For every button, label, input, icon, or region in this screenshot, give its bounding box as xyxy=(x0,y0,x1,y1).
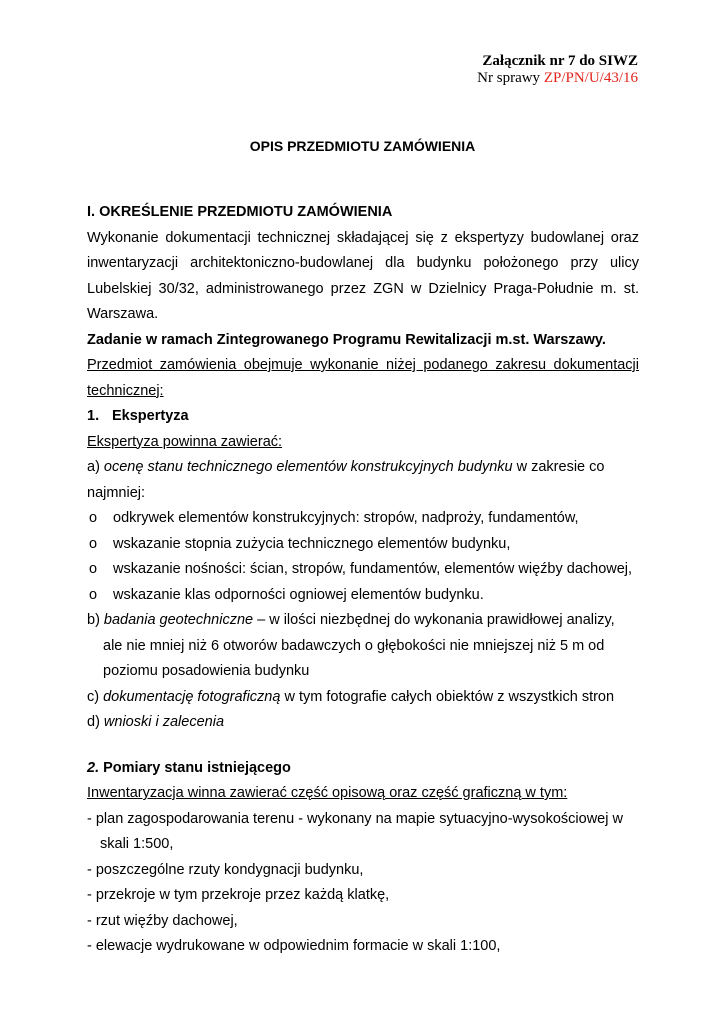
bullet-text: wskazanie nośności: ścian, stropów, fundamentów, elementów więźby dachowej, xyxy=(113,561,633,577)
case-number-line xyxy=(477,69,638,87)
list-item-b xyxy=(87,608,639,634)
case-number: ZP/PN/U/43/16 xyxy=(543,70,638,86)
item-d-italic: wnioski i zalecenia xyxy=(103,714,225,730)
item-b-continuation: poziomu posadowienia budynku xyxy=(103,663,310,679)
measurements-subheading: Inwentaryzacja winna zawierać część opisową oraz część graficzną w tym: xyxy=(87,785,568,801)
bullet-item xyxy=(87,506,639,532)
dash-item: - poszczególne rzuty kondygnacji budynku, xyxy=(87,861,364,878)
bullet-icon: o xyxy=(89,535,98,552)
dash-item: - rzut więźby dachowej, xyxy=(87,912,238,929)
item-c-italic: dokumentację fotograficzną xyxy=(103,688,281,705)
bullet-text: wskazanie stopnia zużycia technicznego elementów budynku, xyxy=(113,535,511,552)
bullet-item xyxy=(87,532,639,558)
item-b-continuation: ale nie mniej niż 6 otworów badawczych o głębokości nie mniejszej niż 5 m od xyxy=(103,637,605,654)
expertise-subheading: Ekspertyza powinna zawierać: xyxy=(87,433,283,450)
bullet-text: odkrywek elementów konstrukcyjnych: stropów, nadproży, fundamentów, xyxy=(113,510,579,526)
task-statement: Zadanie w ramach Zintegrowanego Programu Rewitalizacji m.st. Warszawy. xyxy=(87,331,606,348)
measurements-heading xyxy=(87,756,639,782)
list-item-a xyxy=(87,455,639,506)
page-title: OPIS PRZEDMIOTU ZAMÓWIENIA xyxy=(249,138,476,154)
dash-item: - elewacje wydrukowane w odpowiednim formacie w skali 1:100, xyxy=(87,938,501,954)
bullet-icon: o xyxy=(89,561,98,577)
expertise-heading xyxy=(87,404,639,430)
bullet-icon: o xyxy=(89,510,98,526)
case-number-prefix: Nr sprawy xyxy=(477,70,544,86)
measurements-number: 2. xyxy=(87,759,100,776)
item-b-italic: badania geotechniczne xyxy=(103,612,254,628)
intro-paragraph: Wykonanie dokumentacji technicznej składającej się z ekspertyzy budowlanej oraz inwentaryzacji architektoniczno-budowlanej dla budynku położonego przy ulicy Lubelskiej 30/32, administrowanego przez ZGN w Dzielnicy Praga-Południe m. st. Warszawa. xyxy=(87,229,639,322)
item-b-label: b) xyxy=(87,612,104,628)
bullet-text: wskazanie klas odporności ogniowej elementów budynku. xyxy=(113,586,484,603)
expertise-number: 1. xyxy=(87,408,100,424)
item-a-rest: w zakresie co najmniej: xyxy=(87,459,605,501)
bullet-icon: o xyxy=(89,586,98,603)
section-heading: I. OKREŚLENIE PRZEDMIOTU ZAMÓWIENIA xyxy=(87,204,393,220)
bullet-item xyxy=(87,583,639,609)
measurements-title: Pomiary stanu istniejącego xyxy=(99,759,291,776)
dash-item: - przekroje w tym przekroje przez każdą klatkę, xyxy=(87,887,390,903)
spacer xyxy=(87,736,639,756)
item-c-label: c) xyxy=(87,688,104,705)
bullet-item xyxy=(87,557,639,583)
list-item-d xyxy=(87,710,639,736)
list-item-c xyxy=(87,685,639,711)
item-d-label: d) xyxy=(87,714,104,730)
expertise-title: Ekspertyza xyxy=(112,408,189,424)
scope-paragraph: Przedmiot zamówienia obejmuje wykonanie niżej podanego zakresu dokumentacji technicznej: xyxy=(87,357,639,399)
dash-item: - plan zagospodarowania terenu - wykonany na mapie sytuacyjno-wysokościowej w skali 1:500, xyxy=(87,810,623,852)
document-body xyxy=(87,200,639,960)
item-a-italic: ocenę stanu technicznego elementów konstrukcyjnych budynku xyxy=(103,459,513,475)
item-a-label: a) xyxy=(87,459,104,475)
item-c-rest: w tym fotografie całych obiektów z wszystkich stron xyxy=(280,688,615,705)
attachment-label: Załącznik nr 7 do SIWZ xyxy=(482,53,638,69)
item-b-rest: – w ilości niezbędnej do wykonania prawidłowej analizy, xyxy=(253,612,615,628)
